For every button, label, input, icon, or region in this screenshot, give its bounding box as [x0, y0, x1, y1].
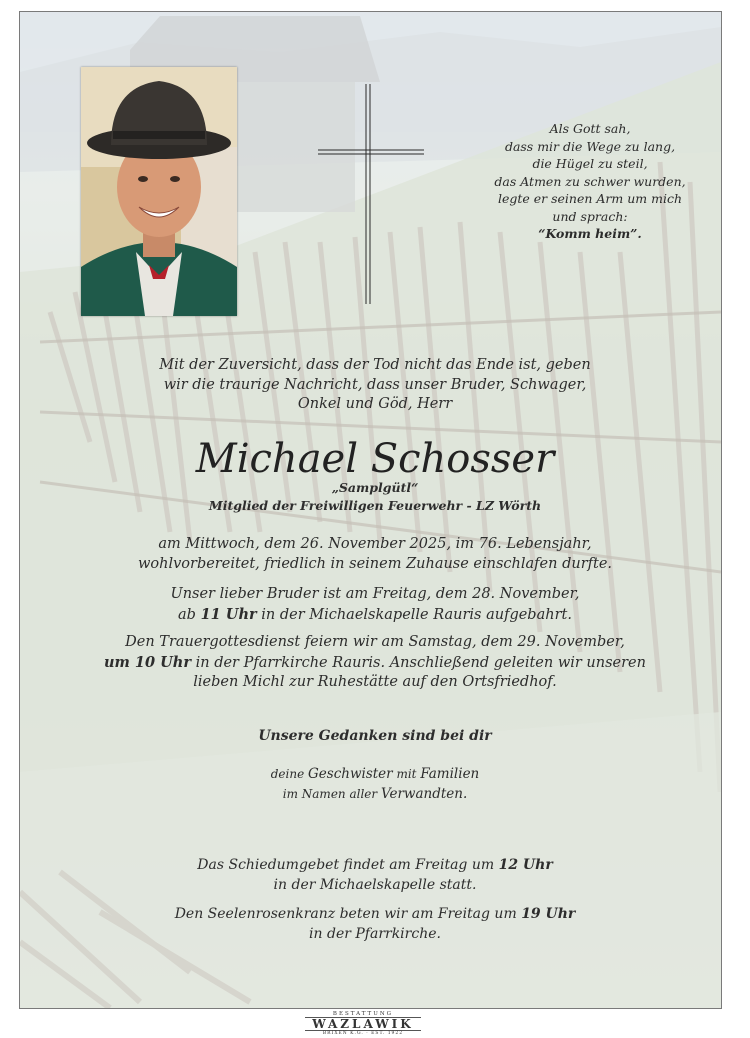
portrait-photo	[81, 67, 237, 316]
poem-line: das Atmen zu schwer wurden,	[494, 173, 686, 189]
rosary-line	[0, 905, 750, 925]
viewing-notice	[0, 585, 750, 625]
poem-line: Als Gott sah,	[549, 121, 631, 136]
ceremony-line	[0, 856, 750, 876]
family-text: Verwandten.	[380, 786, 468, 802]
intro-text	[0, 356, 750, 415]
membership: Mitglied der Freiwilligen Feuerwehr - LZ Wörth	[208, 498, 542, 513]
family-line	[0, 784, 750, 804]
poem-quote: “Komm heim”.	[538, 226, 642, 241]
family-text: mit	[392, 767, 421, 781]
intro-line: wir die traurige Nachricht, dass unser Bruder, Schwager,	[163, 376, 587, 393]
logo-top: BESTATTUNG	[332, 1011, 394, 1017]
nickname: „Samplgütl“	[331, 480, 419, 495]
family-text: deine	[270, 767, 308, 781]
funeral-time: um 10 Uhr	[104, 653, 191, 671]
death-notice	[0, 535, 750, 574]
ceremony-time: 12 Uhr	[498, 857, 553, 873]
viewing-time: 11 Uhr	[200, 605, 257, 623]
intro-line: Mit der Zuversicht, dass der Tod nicht das Ende ist, geben	[159, 357, 591, 373]
poem-line: legte er seinen Arm um mich	[497, 191, 683, 206]
funeral-home-logo	[305, 1011, 421, 1035]
ceremony-line: in der Michaelskapelle statt.	[273, 876, 477, 893]
ceremony-text: Das Schiedumgebet findet am Freitag um	[197, 857, 499, 873]
viewing-text: in der Michaelskapelle Rauris aufgebahrt.	[256, 606, 572, 623]
poem-line: und sprach:	[552, 208, 628, 224]
funeral-line	[0, 653, 750, 674]
funeral-notice	[0, 633, 750, 693]
viewing-line	[0, 605, 750, 626]
funeral-line: lieben Michl zur Ruhestätte auf den Ortsfriedhof.	[193, 674, 557, 690]
logo-sub: BRIXEN K.G. · EST. 1922	[322, 1031, 404, 1036]
death-line: wohlvorbereitet, friedlich in seinem Zuhause einschlafen durfte.	[137, 555, 613, 572]
thoughts-heading: Unsere Gedanken sind bei dir	[258, 728, 492, 744]
cross-icon	[318, 84, 424, 304]
rosary-time: 19 Uhr	[521, 906, 576, 922]
rosary-text: Den Seelenrosenkranz beten wir am Freitag um	[174, 906, 522, 922]
family-line	[0, 764, 750, 784]
rosary-line: in der Pfarrkirche.	[309, 925, 441, 942]
funeral-line: Den Trauergottesdienst feiern wir am Samstag, dem 29. November,	[125, 634, 625, 650]
poem-line: dass mir die Wege zu lang,	[504, 138, 676, 154]
deceased-name: Michael Schosser	[195, 436, 555, 482]
viewing-line: Unser lieber Bruder ist am Freitag, dem 28. November,	[170, 586, 580, 602]
family-text: Familien	[420, 766, 480, 782]
death-line: am Mittwoch, dem 26. November 2025, im 76. Lebensjahr,	[158, 536, 592, 552]
family-text: Geschwister	[308, 766, 393, 782]
funeral-text: in der Pfarrkirche Rauris. Anschließend geleiten wir unseren	[191, 654, 646, 671]
family-signature	[0, 764, 750, 804]
viewing-text: ab	[178, 606, 201, 623]
rosary-notice	[0, 905, 750, 944]
ceremony-notice	[0, 856, 750, 895]
logo-main: WAZLAWIK	[305, 1017, 421, 1031]
intro-line: Onkel und Göd, Herr	[297, 396, 453, 412]
poem-line: die Hügel zu steil,	[532, 156, 648, 171]
family-text: im Namen aller	[282, 787, 381, 801]
poem	[480, 120, 700, 243]
